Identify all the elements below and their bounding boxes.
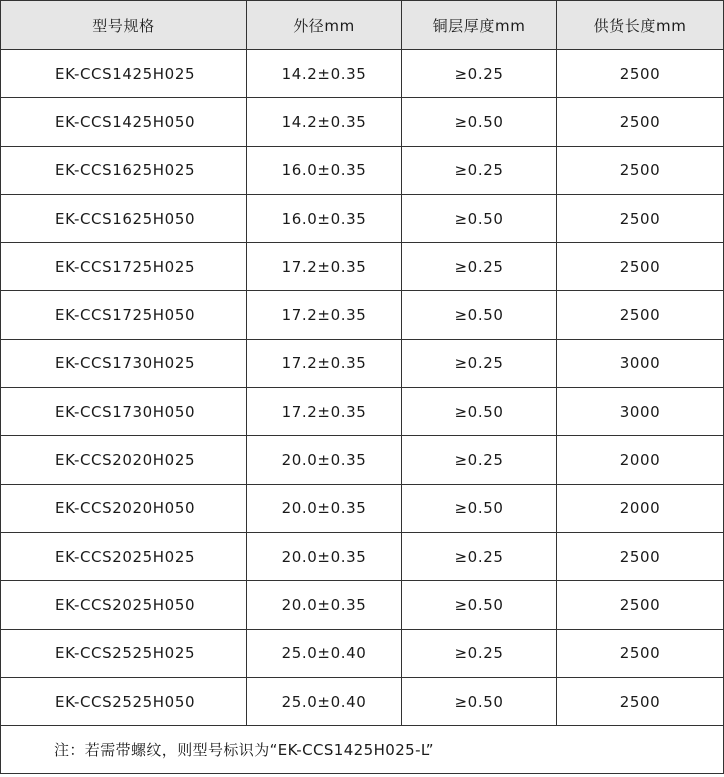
outer-diameter-cell: 16.0±0.35 [247,194,402,242]
model-cell: EK-CCS2020H050 [1,484,247,532]
note-row [1,726,724,774]
copper-thickness-cell: ≥0.25 [402,629,557,677]
model-cell: EK-CCS2025H025 [1,532,247,580]
outer-diameter-cell: 14.2±0.35 [247,98,402,146]
supply-length-cell: 2500 [557,629,724,677]
outer-diameter-cell: 20.0±0.35 [247,532,402,580]
model-cell: EK-CCS1730H050 [1,388,247,436]
model-cell: EK-CCS2525H025 [1,629,247,677]
copper-thickness-cell: ≥0.50 [402,194,557,242]
table-row [1,484,724,532]
copper-thickness-cell: ≥0.25 [402,146,557,194]
model-cell: EK-CCS1730H025 [1,339,247,387]
supply-length-cell: 2000 [557,436,724,484]
model-cell: EK-CCS2025H050 [1,581,247,629]
model-cell: EK-CCS1425H025 [1,50,247,98]
header-supply-length: 供货长度mm [557,1,724,50]
model-cell: EK-CCS1625H050 [1,194,247,242]
copper-thickness-cell: ≥0.25 [402,436,557,484]
table-row [1,532,724,580]
supply-length-cell: 2500 [557,50,724,98]
outer-diameter-cell: 16.0±0.35 [247,146,402,194]
outer-diameter-cell: 17.2±0.35 [247,243,402,291]
supply-length-cell: 2500 [557,581,724,629]
model-cell: EK-CCS2525H050 [1,677,247,725]
outer-diameter-cell: 17.2±0.35 [247,388,402,436]
copper-thickness-cell: ≥0.25 [402,532,557,580]
outer-diameter-cell: 25.0±0.40 [247,629,402,677]
copper-thickness-cell: ≥0.50 [402,581,557,629]
outer-diameter-cell: 17.2±0.35 [247,291,402,339]
table-row [1,581,724,629]
table-row [1,243,724,291]
copper-thickness-cell: ≥0.50 [402,98,557,146]
supply-length-cell: 2500 [557,194,724,242]
supply-length-cell: 2500 [557,243,724,291]
model-cell: EK-CCS1725H025 [1,243,247,291]
outer-diameter-cell: 14.2±0.35 [247,50,402,98]
supply-length-cell: 2500 [557,291,724,339]
outer-diameter-cell: 17.2±0.35 [247,339,402,387]
model-cell: EK-CCS2020H025 [1,436,247,484]
table-row [1,339,724,387]
header-copper-thickness: 铜层厚度mm [402,1,557,50]
table-row [1,98,724,146]
header-row [1,1,724,50]
header-model: 型号规格 [1,1,247,50]
table-body [1,50,724,726]
table-note: 注：若需带螺纹，则型号标识为“EK-CCS1425H025-L” [1,726,724,774]
copper-thickness-cell: ≥0.50 [402,677,557,725]
supply-length-cell: 2500 [557,532,724,580]
table-row [1,146,724,194]
copper-thickness-cell: ≥0.50 [402,484,557,532]
model-cell: EK-CCS1725H050 [1,291,247,339]
copper-thickness-cell: ≥0.25 [402,339,557,387]
copper-thickness-cell: ≥0.25 [402,50,557,98]
table-header [1,1,724,50]
table-row [1,436,724,484]
table-row [1,629,724,677]
table-footer [1,726,724,774]
supply-length-cell: 2500 [557,677,724,725]
supply-length-cell: 2500 [557,146,724,194]
copper-thickness-cell: ≥0.50 [402,291,557,339]
table-row [1,388,724,436]
header-outer-diameter: 外径mm [247,1,402,50]
copper-thickness-cell: ≥0.25 [402,243,557,291]
supply-length-cell: 3000 [557,339,724,387]
table-row [1,50,724,98]
outer-diameter-cell: 20.0±0.35 [247,484,402,532]
outer-diameter-cell: 25.0±0.40 [247,677,402,725]
model-cell: EK-CCS1625H025 [1,146,247,194]
table-row [1,194,724,242]
copper-thickness-cell: ≥0.50 [402,388,557,436]
outer-diameter-cell: 20.0±0.35 [247,581,402,629]
table-row [1,291,724,339]
supply-length-cell: 2500 [557,98,724,146]
model-cell: EK-CCS1425H050 [1,98,247,146]
supply-length-cell: 3000 [557,388,724,436]
outer-diameter-cell: 20.0±0.35 [247,436,402,484]
table-row [1,677,724,725]
supply-length-cell: 2000 [557,484,724,532]
